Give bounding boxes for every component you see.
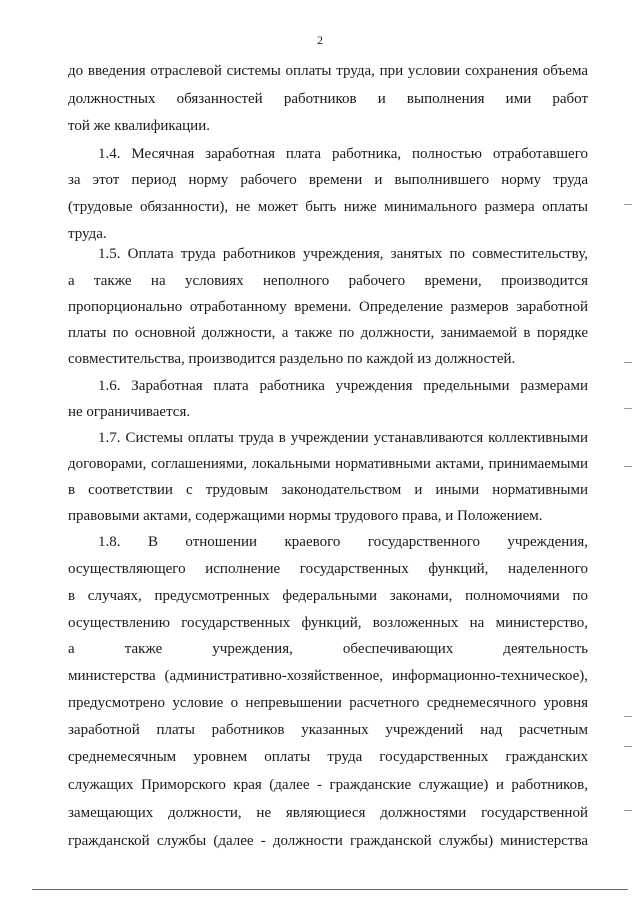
text-line: (трудовые обязанности), не может быть ниже минимального размера оплаты: [68, 199, 588, 215]
scan-mark: [624, 204, 632, 205]
text-line: среднемесячным уровнем оплаты труда государственных гражданских: [68, 749, 588, 765]
text-line: договорами, соглашениями, локальными нормативными актами, принимаемыми: [68, 456, 588, 472]
scan-mark: [624, 746, 632, 747]
text-line: 1.8. В отношении краевого государственного учреждения,: [98, 534, 588, 550]
text-line: 1.6. Заработная плата работника учреждения предельными размерами: [98, 378, 588, 394]
text-line: труда.: [68, 226, 107, 242]
scan-mark: [624, 716, 632, 717]
text-line: платы по основной должности, а также по должности, занимаемой в порядке: [68, 325, 588, 341]
text-line: замещающих должности, не являющиеся должностями государственной: [68, 805, 588, 821]
scan-mark: [624, 362, 632, 363]
text-line: осуществлению государственных функций, возложенных на министерство,: [68, 615, 588, 631]
scan-mark: [624, 466, 632, 467]
page-number: 2: [317, 33, 323, 47]
text-line: гражданской службы (далее - должности гражданской службы) министерства: [68, 833, 588, 849]
text-line: за этот период норму рабочего времени и выполнившего норму труда: [68, 172, 588, 188]
text-line: заработной платы работников указанных учреждений над расчетным: [68, 722, 588, 738]
scan-mark: [624, 810, 632, 811]
text-line: той же квалификации.: [68, 118, 210, 134]
text-line: не ограничивается.: [68, 404, 191, 420]
text-line: 1.4. Месячная заработная плата работника, полностью отработавшего: [98, 146, 588, 162]
text-line: пропорционально отработанному времени. Определение размеров заработной: [68, 299, 588, 315]
text-line: а также учреждения, обеспечивающих деятельность: [68, 641, 588, 657]
text-line: министерства (административно-хозяйственное, информационно-техническое),: [68, 668, 588, 684]
text-line: осуществляющего исполнение государственных функций, наделенного: [68, 561, 588, 577]
text-line: в соответствии с трудовым законодательством и иными нормативными: [68, 482, 588, 498]
text-line: а также на условиях неполного рабочего времени, производится: [68, 273, 588, 289]
text-line: в случаях, предусмотренных федеральными законами, полномочиями по: [68, 588, 588, 604]
text-line: 1.7. Системы оплаты труда в учреждении устанавливаются коллективными: [98, 430, 588, 446]
page-edge-rule: [32, 889, 628, 890]
text-line: совместительства, производится раздельно по каждой из должностей.: [68, 351, 516, 367]
scan-mark: [624, 408, 632, 409]
text-line: правовыми актами, содержащими нормы трудового права, и Положением.: [68, 508, 543, 524]
text-line: до введения отраслевой системы оплаты труда, при условии сохранения объема: [68, 63, 588, 79]
text-line: должностных обязанностей работников и выполнения ими работ: [68, 91, 588, 107]
text-line: предусмотрено условие о непревышении расчетного среднемесячного уровня: [68, 695, 588, 711]
text-line: служащих Приморского края (далее - гражданские служащие) и работников,: [68, 777, 588, 793]
text-line: 1.5. Оплата труда работников учреждения, занятых по совместительству,: [98, 246, 588, 262]
